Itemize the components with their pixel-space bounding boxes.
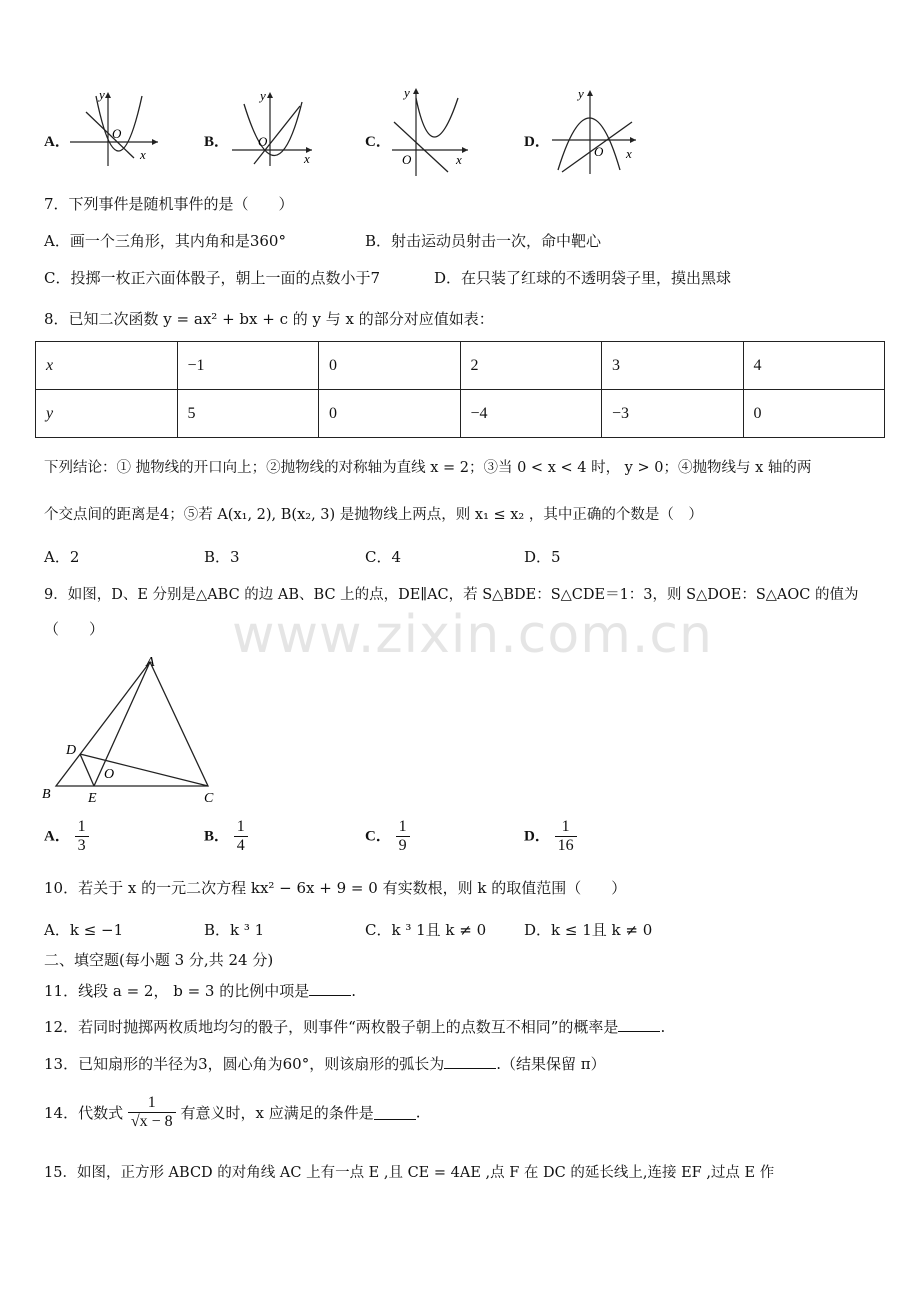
q6-c-x-label: x [456, 152, 462, 167]
q14-text: 14．代数式 [44, 1104, 124, 1122]
q11 [44, 980, 356, 1001]
q7-option-d[interactable]: D．在只装了红球的不透明袋子里，摸出黑球 [434, 269, 732, 287]
q6-a-x-label: x [140, 147, 146, 162]
table-cell: −4 [460, 390, 602, 438]
q9-label-c: C [204, 791, 214, 806]
q9-option-b-fraction: $\frac{1}{4}$ [234, 818, 248, 855]
q8-option-a[interactable]: A．2 [44, 548, 80, 566]
table-cell: −1 [177, 342, 319, 390]
table-cell: 4 [743, 342, 885, 390]
q8-conclusions-line2: 个交点间的距离是4；⑤若 A(x₁, 2), B(x₂, 3) 是抛物线上两点，则 x₁ ≤ x₂ ，其中正确的个数是（ ） [44, 507, 703, 523]
q9-option-c-fraction: $\frac{1}{9}$ [396, 818, 410, 855]
table-row [36, 342, 885, 390]
q10-option-c[interactable]: C．k ³ 1且 k ≠ 0 [365, 921, 487, 939]
q8-conclusions-line1: 下列结论：① 抛物线的开口向上；②抛物线的对称轴为直线 x = 2；③当 0 < x < 4 时， y > 0；④抛物线与 x 轴的两 [44, 460, 812, 476]
q9-triangle-figure [38, 652, 228, 808]
table-cell: −3 [602, 390, 744, 438]
q9-option-d-fraction: $\frac{1}{16}$ [555, 818, 577, 855]
table-cell: 0 [743, 390, 885, 438]
q11-post: . [351, 982, 357, 1000]
q6-d-o-label: O [594, 144, 604, 159]
q9-label-b: B [42, 787, 51, 802]
q6-a-o-label: O [112, 126, 122, 141]
q6-option-b-letter[interactable]: B． [204, 134, 230, 150]
q9-paren: （ ） [44, 620, 105, 638]
q12-post: . [660, 1018, 666, 1036]
table-cell: x [36, 342, 178, 390]
q15-stem: 15．如图，正方形 ABCD 的对角线 AC 上有一点 E ,且 CE = 4AE ,点 F 在 DC 的延长线上,连接 EF ,过点 E 作 [44, 1165, 775, 1181]
q8-value-table [35, 341, 885, 438]
q9-option-a[interactable] [44, 818, 89, 855]
q14-text-mid: 有意义时，x 应满足的条件是 [180, 1104, 374, 1122]
q6-option-d-letter[interactable]: D． [524, 134, 550, 150]
q7-option-b[interactable]: B．射击运动员射击一次，命中靶心 [365, 232, 602, 250]
q6-b-x-label: x [304, 151, 310, 166]
q10-option-a[interactable]: A．k ≤ −1 [44, 921, 124, 939]
q12-answer-blank[interactable] [618, 1017, 660, 1032]
q12 [44, 1016, 665, 1037]
q6-graph-a[interactable] [66, 88, 166, 168]
q10-option-b[interactable]: B．k ³ 1 [204, 921, 265, 939]
q6-graph-c[interactable] [388, 84, 488, 180]
q6-d-x-label: x [626, 146, 632, 161]
q6-option-c-letter[interactable]: C． [365, 134, 391, 150]
table-cell: 0 [319, 342, 461, 390]
q9-option-a-fraction: $\frac{1}{3}$ [75, 818, 89, 855]
q14-post: . [415, 1103, 421, 1122]
q6-a-y-label: y [99, 88, 105, 102]
q9-label-d: D [66, 743, 77, 758]
q10-stem: 10．若关于 x 的一元二次方程 kx² − 6x + 9 = 0 有实数根，则 k 的取值范围（ ） [44, 879, 627, 897]
q9-label-a: A [146, 655, 155, 670]
q9-label-o: O [104, 767, 115, 782]
q9-label-e: E [88, 791, 97, 806]
q7-option-c[interactable]: C．投掷一枚正六面体骰子，朝上一面的点数小于7 [44, 269, 381, 287]
q11-text: 11．线段 a = 2， b = 3 的比例中项是 [44, 982, 310, 1000]
q11-answer-blank[interactable] [309, 981, 351, 996]
q7-stem: 7．下列事件是随机事件的是（ ） [44, 195, 294, 213]
table-cell: 2 [460, 342, 602, 390]
q14-answer-blank[interactable] [374, 1105, 416, 1120]
q9-stem: 9．如图，D、E 分别是△ABC 的边 AB、BC 上的点，DE∥AC，若 S△BDE：S△CDE＝1：3，则 S△DOE：S△AOC 的值为 [44, 587, 859, 603]
q9-option-b-letter: B． [204, 828, 230, 845]
q6-c-y-label: y [404, 85, 410, 100]
q6-graph-d[interactable] [548, 86, 648, 178]
q9-option-c-letter: C． [365, 828, 391, 845]
q8-option-d[interactable]: D．5 [524, 548, 561, 566]
q6-option-a-letter[interactable]: A． [44, 134, 70, 150]
q9-option-c[interactable] [365, 818, 410, 855]
q13-post: .（结果保留 π） [496, 1055, 606, 1073]
table-cell: y [36, 390, 178, 438]
table-row [36, 390, 885, 438]
q6-c-o-label: O [402, 152, 412, 167]
q8-option-c[interactable]: C．4 [365, 548, 402, 566]
q8-option-b[interactable]: B．3 [204, 548, 240, 566]
q13-text: 13．已知扇形的半径为3，圆心角为60°，则该扇形的弧长为 [44, 1055, 445, 1073]
section-heading-fill-in: 二、填空题(每小题 3 分,共 24 分) [44, 951, 274, 969]
q13-answer-blank[interactable] [444, 1054, 496, 1069]
q6-b-y-label: y [260, 88, 266, 103]
q6-b-o-label: O [258, 134, 268, 149]
watermark: www.zixin.com.cn [232, 605, 713, 665]
q6-d-y-label: y [578, 86, 584, 101]
q9-option-a-letter: A． [44, 828, 70, 845]
q14 [44, 1094, 420, 1131]
q7-option-a[interactable]: A．画一个三角形，其内角和是360° [44, 232, 286, 250]
q14-fraction: $\frac{1}{√x - 8}$ [128, 1094, 176, 1131]
table-cell: 0 [319, 390, 461, 438]
q8-stem: 8．已知二次函数 y = ax² + bx + c 的 y 与 x 的部分对应值如表： [44, 310, 494, 328]
q9-option-b[interactable] [204, 818, 248, 855]
q6-graph-b[interactable] [228, 88, 328, 168]
q9-option-d-letter: D． [524, 828, 550, 845]
q13 [44, 1053, 606, 1074]
table-cell: 5 [177, 390, 319, 438]
q9-option-d[interactable] [524, 818, 577, 855]
table-cell: 3 [602, 342, 744, 390]
q12-text: 12．若同时抛掷两枚质地均匀的骰子，则事件“两枚骰子朝上的点数互不相同”的概率是 [44, 1018, 619, 1036]
q10-option-d[interactable]: D．k ≤ 1且 k ≠ 0 [524, 921, 653, 939]
